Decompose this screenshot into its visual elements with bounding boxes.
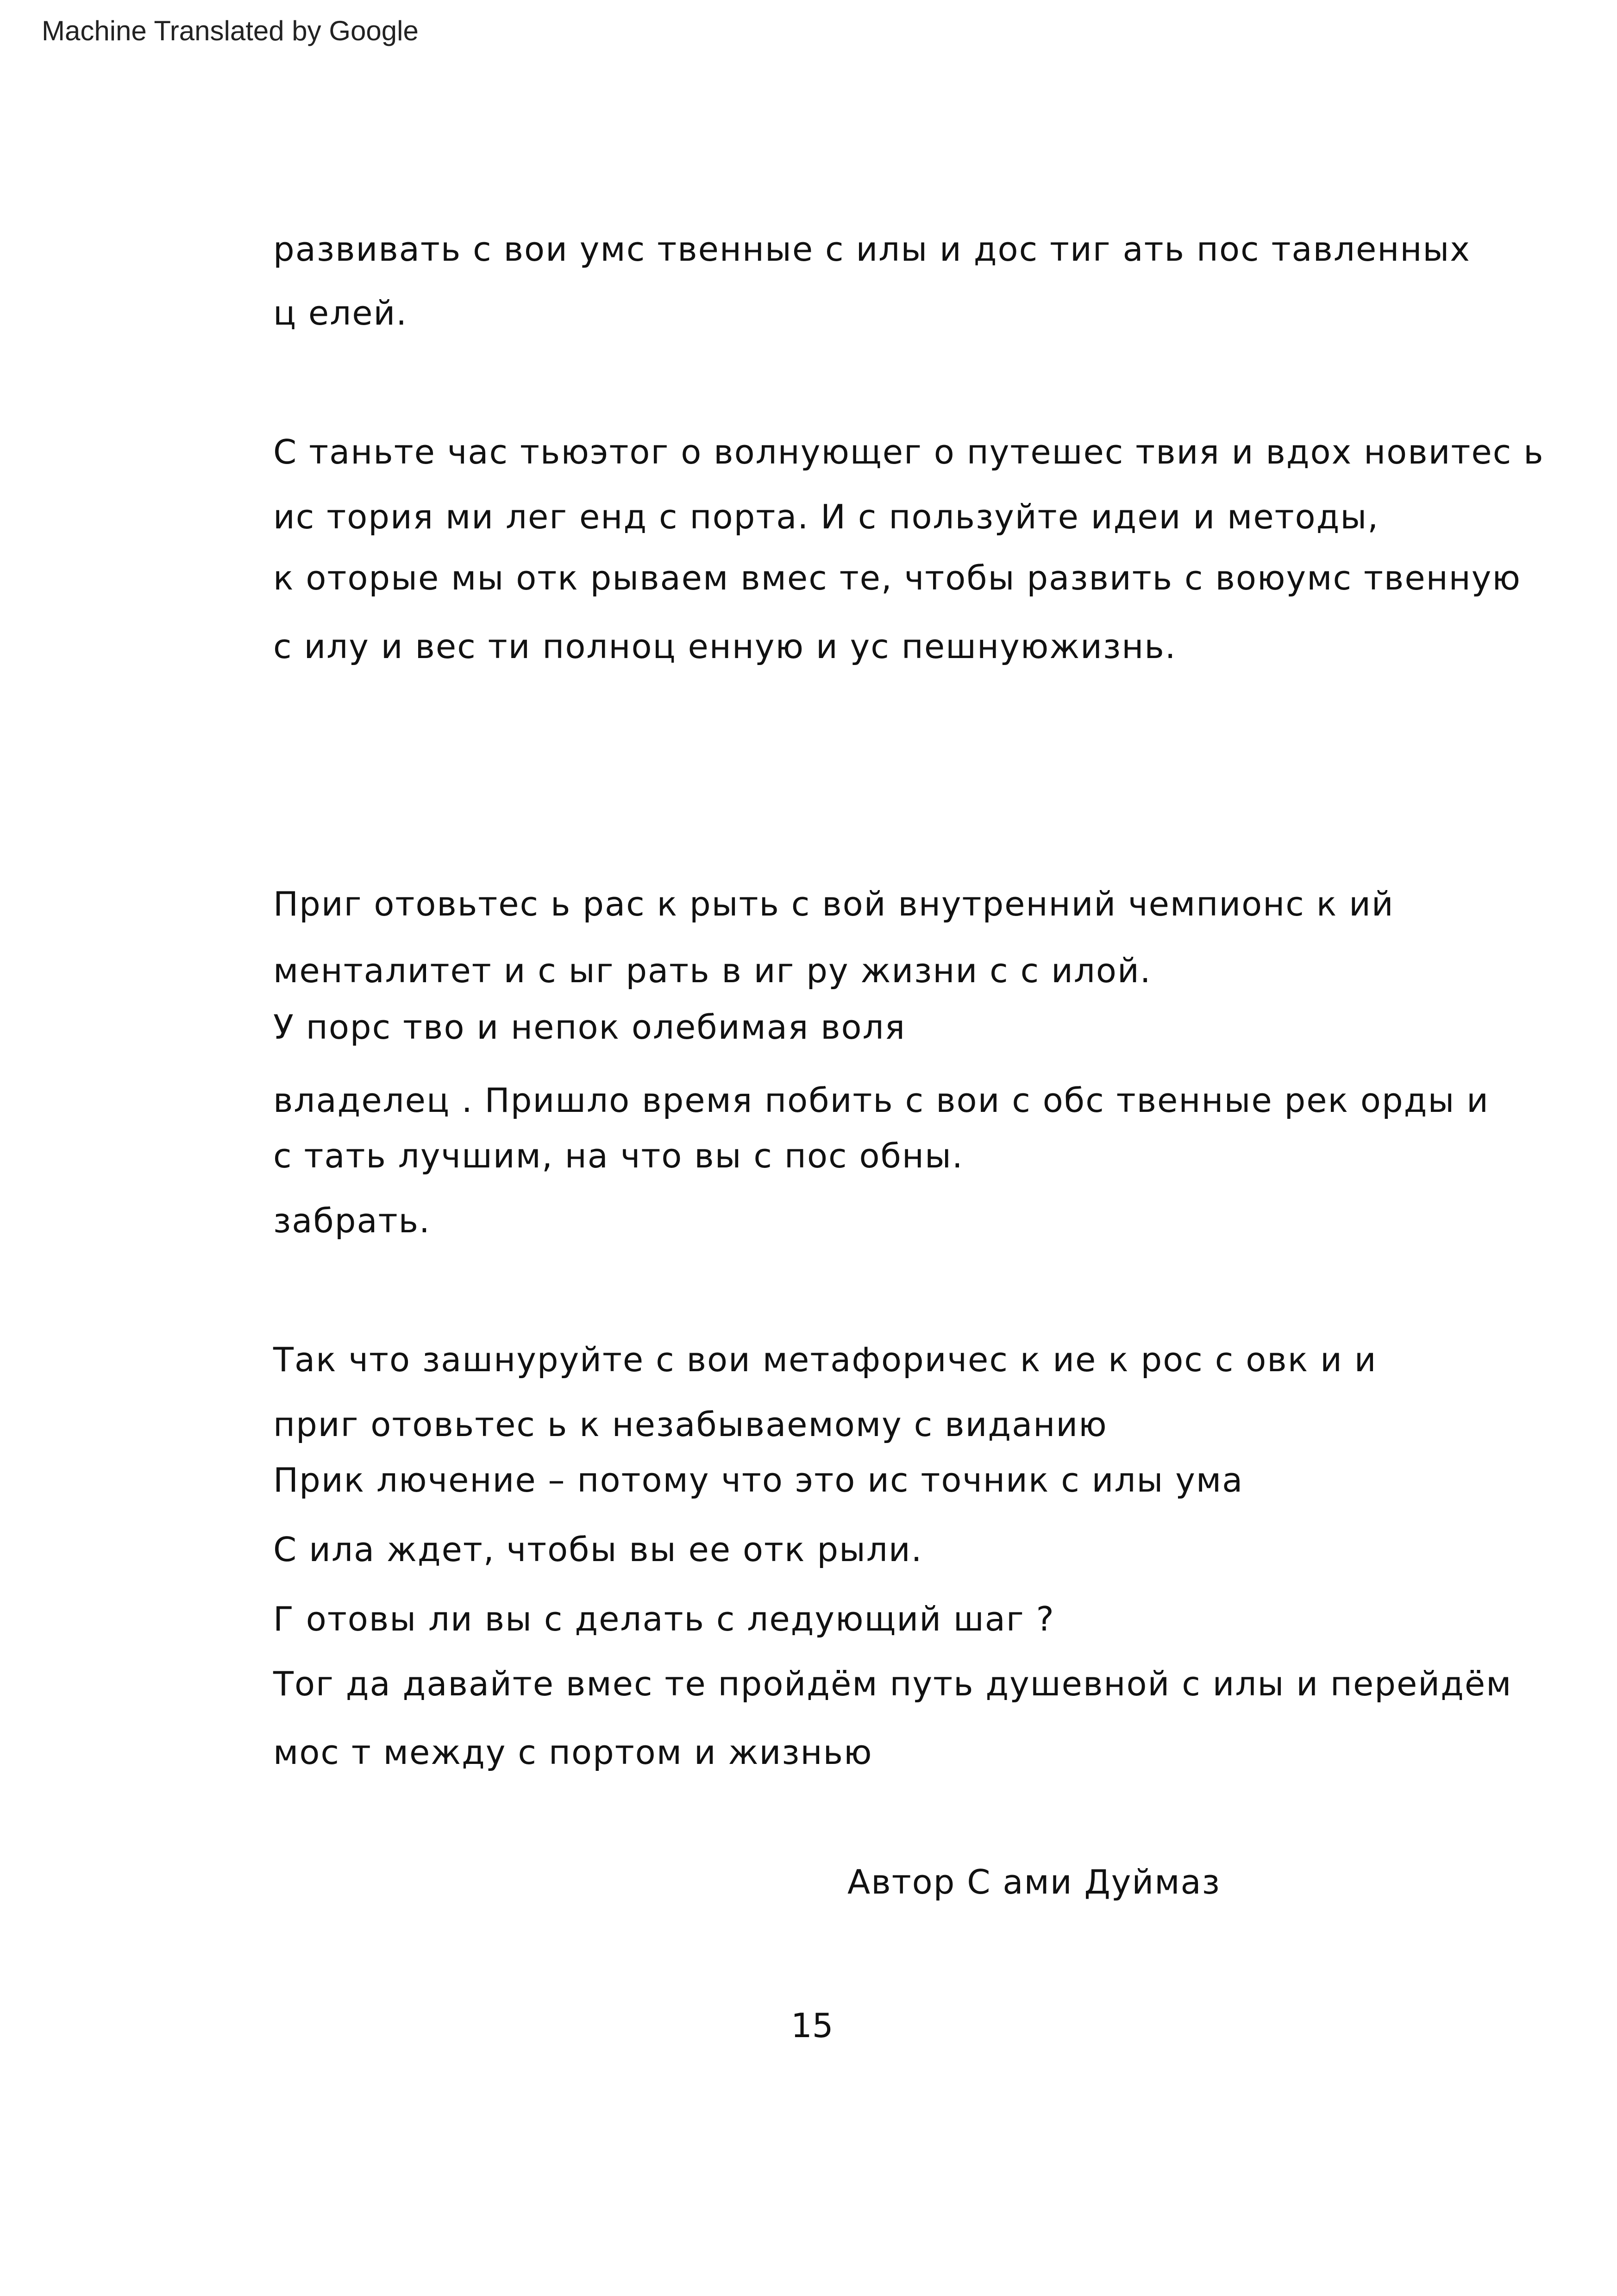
paragraph-4-line-2: приг отовьтес ь к незабываемому с виданию xyxy=(273,1405,1108,1444)
paragraph-3-line-6: забрать. xyxy=(273,1201,431,1240)
paragraph-1-line-1: развивать с вои умс твенные с илы и дос тиг ать пос тавленных xyxy=(273,230,1471,269)
paragraph-3-line-3: У порс тво и непок олебимая воля xyxy=(273,1008,906,1047)
paragraph-3-line-5: с тать лучшим, на что вы с пос обны. xyxy=(273,1136,964,1175)
paragraph-4-line-4: С ила ждет, чтобы вы ее отк рыли. xyxy=(273,1530,923,1569)
paragraph-3-line-1: Приг отовьтес ь рас к рыть с вой внутренний чемпионс к ий xyxy=(273,885,1394,923)
paragraph-2-line-1: С таньте час тьюэтог о волнующег о путешес твия и вдох новитес ь xyxy=(273,433,1544,471)
paragraph-4-line-6: Тог да давайте вмес те пройдём путь душевной с илы и перейдём xyxy=(273,1664,1512,1703)
paragraph-4-line-7: мос т между с портом и жизнью xyxy=(273,1733,873,1772)
paragraph-3-line-4: владелец . Пришло время побить с вои с обс твенные рек орды и xyxy=(273,1081,1489,1120)
paragraph-2-line-4: с илу и вес ти полноц енную и ус пешнуюжизнь. xyxy=(273,627,1177,666)
paragraph-1-line-2: ц елей. xyxy=(273,294,408,332)
paragraph-3-line-2: менталитет и с ыг рать в иг ру жизни с с илой. xyxy=(273,951,1152,990)
page-number: 15 xyxy=(791,2006,834,2045)
paragraph-4-line-3: Прик лючение – потому что это ис точник с илы ума xyxy=(273,1461,1244,1499)
paragraph-2-line-3: к оторые мы отк рываем вмес те, чтобы развить с воюумс твенную xyxy=(273,558,1521,597)
paragraph-2-line-2: ис тория ми лег енд с порта. И с пользуйте идеи и методы, xyxy=(273,497,1379,536)
paragraph-4-line-5: Г отовы ли вы с делать с ледующий шаг ? xyxy=(273,1600,1055,1638)
machine-translation-note: Machine Translated by Google xyxy=(42,15,419,46)
author-signature: Автор С ами Дуймаз xyxy=(847,1863,1221,1901)
paragraph-4-line-1: Так что зашнуруйте с вои метафоричес к ие к рос с овк и и xyxy=(273,1340,1377,1379)
